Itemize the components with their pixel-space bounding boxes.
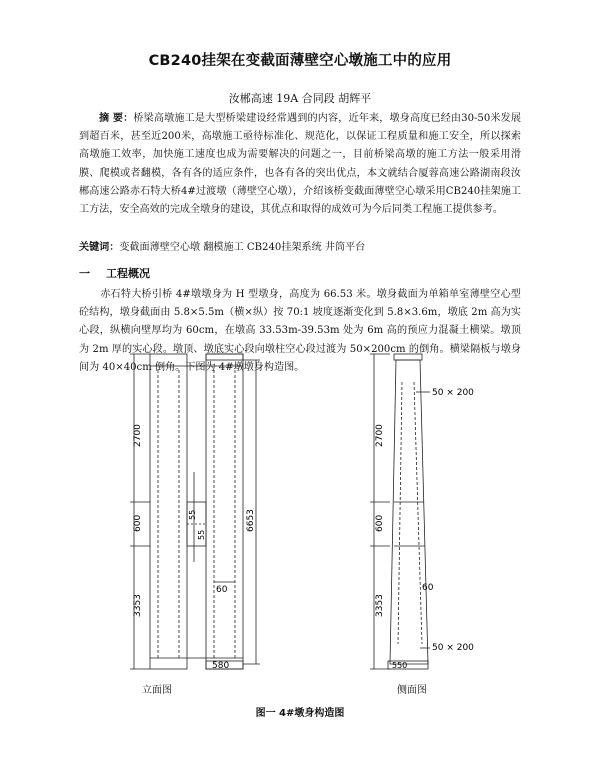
front-dim-55a: 55 (188, 509, 197, 520)
keywords (79, 238, 521, 253)
side-chamfer-top: 50 × 200 (432, 388, 474, 398)
section-heading (79, 265, 150, 281)
side-dim-60: 60 (422, 583, 434, 593)
side-elevation-drawing (370, 352, 490, 672)
front-dim-60: 60 (216, 585, 228, 595)
abstract-label: 摘 要： (99, 113, 134, 124)
left-column (150, 354, 187, 669)
author-line: 汝郴高速 19A 合同段 胡辉平 (228, 92, 372, 105)
right-column (206, 354, 243, 669)
side-dim-lower: 3353 (375, 594, 385, 617)
abstract (79, 110, 521, 219)
front-dim-mid: 600 (133, 514, 143, 532)
front-dim-bottom: 580 (212, 661, 230, 671)
side-chamfer-bottom: 50 × 200 (432, 643, 474, 653)
side-dim-upper: 2700 (375, 424, 385, 447)
side-dim-mid: 600 (375, 514, 385, 532)
side-elevation-caption: 侧面图 (397, 685, 427, 696)
front-dim-lower: 3353 (133, 594, 143, 617)
document-title: CB240挂架在变截面薄壁空心墩施工中的应用 (148, 53, 452, 69)
abstract-text: 桥梁高墩施工是大型桥梁建设经常遇到的内容，近年来，墩身高度已经由30-50米发展到超百米，甚至近200米，高墩施工亟待标准化、规范化，以保证工程质量和施工安全，所以探索高墩施工效率，加快施工速度也成为需要解决的问题之一，目前桥梁高墩的施工方法一般采用滑膜、爬模或者翻模，各有各的适应条件，也各有各的突出优点，本文就结合厦蓉高速公路湖南段汝郴高速公路赤石特大桥4#过渡墩（薄壁空心墩），介绍该桥变截面薄壁空心墩采用CB240挂架施工工方法，安全高效的完成全墩身的建设，其优点和取得的成效可为今后同类工程施工提供参考。 (79, 113, 522, 216)
front-dim-total: 6653 (246, 509, 256, 532)
figure-caption: 图一 4#墩身构造图 (255, 708, 345, 719)
front-dim-top (210, 352, 227, 353)
front-dim-55b: 55 (197, 529, 206, 540)
section-title: 工程概况 (106, 267, 150, 280)
section-number: 一 (79, 267, 90, 280)
side-dim-top (396, 352, 413, 353)
keywords-label: 关键词： (79, 242, 120, 253)
side-outline (390, 360, 428, 664)
side-dim-bottom: 550 (392, 661, 408, 670)
overview-text: 赤石特大桥引桥 4#墩墩身为 H 型墩身，高度为 66.53 米。墩身截面为单箱单室薄壁空心型砼结构，墩身截面由 5.8×5.5m（横×纵）按 70:1 坡度逐渐变化到 5.8×3.6m，墩底 2m 高为实心段，纵横向壁厚均为 60cm，在墩高 33.53m-39.53m 处为 6m 高的预应力混凝土横梁。墩顶为 2m 厚的实心段。墩顶、墩底实心段向墩柱空心段过渡为 50×200cm 的倒角。横梁隔板与墩身间为 40×40cm 倒角。下图为 4#墩墩身构造图。 (79, 289, 521, 373)
front-elevation-drawing (110, 352, 270, 672)
front-dim-upper: 2700 (133, 424, 143, 447)
front-elevation-caption: 立面图 (142, 685, 172, 696)
keywords-text: 变截面薄壁空心墩 翻模施工 CB240挂架系统 井筒平台 (119, 242, 366, 253)
